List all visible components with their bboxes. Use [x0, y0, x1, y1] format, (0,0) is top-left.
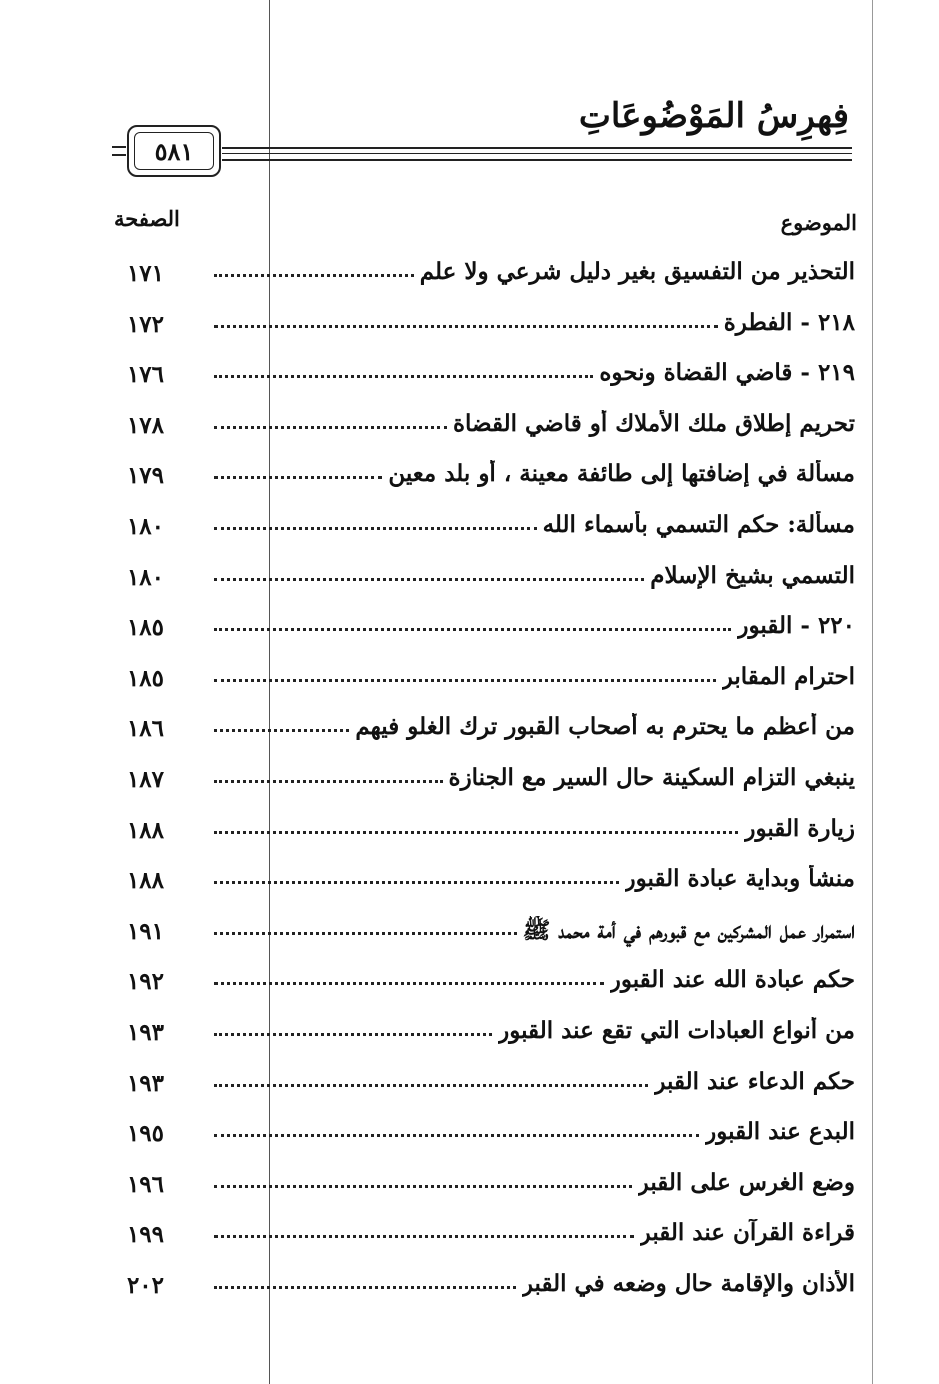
- toc-entry: [0, 606, 939, 657]
- header-rule-end: [112, 146, 126, 162]
- page-number-box: [127, 125, 221, 177]
- toc-entry-page: ١٨٨: [126, 867, 164, 895]
- dot-leader: [214, 325, 718, 328]
- toc-entry-page: ١٨٧: [126, 765, 164, 793]
- toc-entry: [0, 1062, 939, 1113]
- toc-entry-title: مسألة: حكم التسمي بأسماء الله: [542, 510, 855, 538]
- toc-entry-title: ينبغي التزام السكينة حال السير مع الجنازة: [448, 763, 855, 791]
- dot-leader: [214, 375, 593, 378]
- toc-entry-title: البدع عند القبور: [705, 1118, 855, 1146]
- dot-leader: [214, 1084, 648, 1087]
- toc-entry-page: ١٨٦: [126, 715, 164, 743]
- toc-entry: [0, 404, 939, 455]
- toc-entry-page: ١٨٠: [126, 512, 164, 540]
- toc-entry-title: حكم الدعاء عند القبر: [654, 1067, 855, 1095]
- toc-entry-title: الأذان والإقامة حال وضعه في القبر: [521, 1269, 855, 1297]
- dot-leader: [214, 527, 537, 530]
- toc-entry-page: ١٨٨: [126, 816, 164, 844]
- toc-entry: [0, 556, 939, 607]
- toc-entries: [0, 252, 939, 1314]
- toc-entry-title: حكم عبادة الله عند القبور: [609, 966, 855, 994]
- toc-entry-title: تحريم إطلاق ملك الأملاك أو قاضي القضاة: [452, 409, 855, 437]
- toc-entry-page: ١٨٠: [126, 563, 164, 591]
- dot-leader: [214, 1033, 492, 1036]
- dot-leader: [214, 679, 716, 682]
- toc-entry: [0, 1011, 939, 1062]
- toc-entry-title: التسمي بشيخ الإسلام: [650, 561, 855, 589]
- dot-leader: [214, 1235, 634, 1238]
- toc-entry-title: وضع الغرس على القبر: [637, 1168, 855, 1196]
- toc-entry-page: ١٨٥: [126, 664, 164, 692]
- toc-entry-page: ١٧٩: [126, 462, 164, 490]
- page-title: فِهرِسُ المَوْضُوعَاتِ: [578, 96, 849, 136]
- dot-leader: [214, 628, 731, 631]
- header-rule: [222, 153, 852, 154]
- subject-column-header: الموضوع: [780, 210, 857, 235]
- toc-entry: [0, 657, 939, 708]
- dot-leader: [214, 780, 443, 783]
- dot-leader: [214, 1185, 632, 1188]
- toc-entry-title: منشأ وبداية عبادة القبور: [624, 865, 855, 893]
- toc-entry-title: ٢١٨ - الفطرة: [723, 308, 855, 336]
- toc-entry: [0, 1163, 939, 1214]
- toc-entry-page: ١٨٥: [126, 614, 164, 642]
- toc-entry: [0, 353, 939, 404]
- toc-entry: [0, 303, 939, 354]
- toc-entry: [0, 859, 939, 910]
- toc-entry: [0, 454, 939, 505]
- toc-entry-title: من أعظم ما يحترم به أصحاب القبور ترك الغلو فيهم: [355, 713, 855, 741]
- toc-entry-page: ١٩١: [126, 917, 164, 945]
- toc-entry-title: ٢٢٠ - القبور: [737, 612, 855, 640]
- toc-entry-page: ١٩٥: [126, 1120, 164, 1148]
- toc-entry: [0, 1112, 939, 1163]
- toc-entry-title: استمرار عمل المشركين مع قبورهم في أمة محمد ﷺ: [522, 916, 855, 944]
- dot-leader: [214, 932, 517, 935]
- dot-leader: [214, 982, 604, 985]
- toc-entry-page: ١٩٢: [126, 968, 164, 996]
- dot-leader: [214, 1134, 699, 1137]
- toc-entry-page: ١٧٨: [126, 411, 164, 439]
- toc-entry: [0, 910, 939, 961]
- toc-entry-page: ٢٠٢: [126, 1271, 164, 1299]
- header-rule: [222, 147, 852, 149]
- dot-leader: [214, 578, 644, 581]
- page-column-header: الصفحة: [114, 206, 180, 231]
- toc-entry-title: من أنواع العبادات التي تقع عند القبور: [498, 1016, 855, 1044]
- toc-entry: [0, 252, 939, 303]
- toc-entry-page: ١٩٩: [126, 1221, 164, 1249]
- page-number: ٥٨١: [134, 132, 214, 170]
- toc-entry-title: احترام المقابر: [721, 662, 855, 690]
- dot-leader: [214, 831, 738, 834]
- toc-entry-page: ١٧١: [126, 260, 164, 287]
- toc-entry-title: التحذير من التفسيق بغير دليل شرعي ولا علم: [419, 258, 855, 285]
- dot-leader: [214, 881, 619, 884]
- toc-entry-title: زيارة القبور: [744, 814, 855, 842]
- toc-entry-title: ٢١٩ - قاضي القضاة ونحوه: [599, 359, 855, 387]
- toc-entry-title: مسألة في إضافتها إلى طائفة معينة ، أو بلد معين: [388, 460, 855, 488]
- toc-entry: [0, 809, 939, 860]
- toc-entry-page: ١٩٣: [126, 1069, 164, 1097]
- toc-entry: [0, 758, 939, 809]
- toc-entry-page: ١٧٢: [126, 310, 164, 338]
- dot-leader: [214, 476, 382, 479]
- toc-entry: [0, 1213, 939, 1264]
- dot-leader: [214, 1286, 516, 1289]
- header-rule: [222, 159, 852, 161]
- toc-entry-page: ١٧٦: [126, 361, 164, 389]
- toc-entry: [0, 1264, 939, 1315]
- dot-leader: [214, 729, 349, 732]
- dot-leader: [214, 426, 447, 429]
- toc-entry-page: ١٩٦: [126, 1170, 164, 1198]
- toc-entry-title: قراءة القرآن عند القبر: [639, 1219, 855, 1247]
- toc-entry-page: ١٩٣: [126, 1018, 164, 1046]
- toc-entry: [0, 960, 939, 1011]
- toc-entry: [0, 707, 939, 758]
- dot-leader: [214, 274, 414, 277]
- toc-entry: [0, 505, 939, 556]
